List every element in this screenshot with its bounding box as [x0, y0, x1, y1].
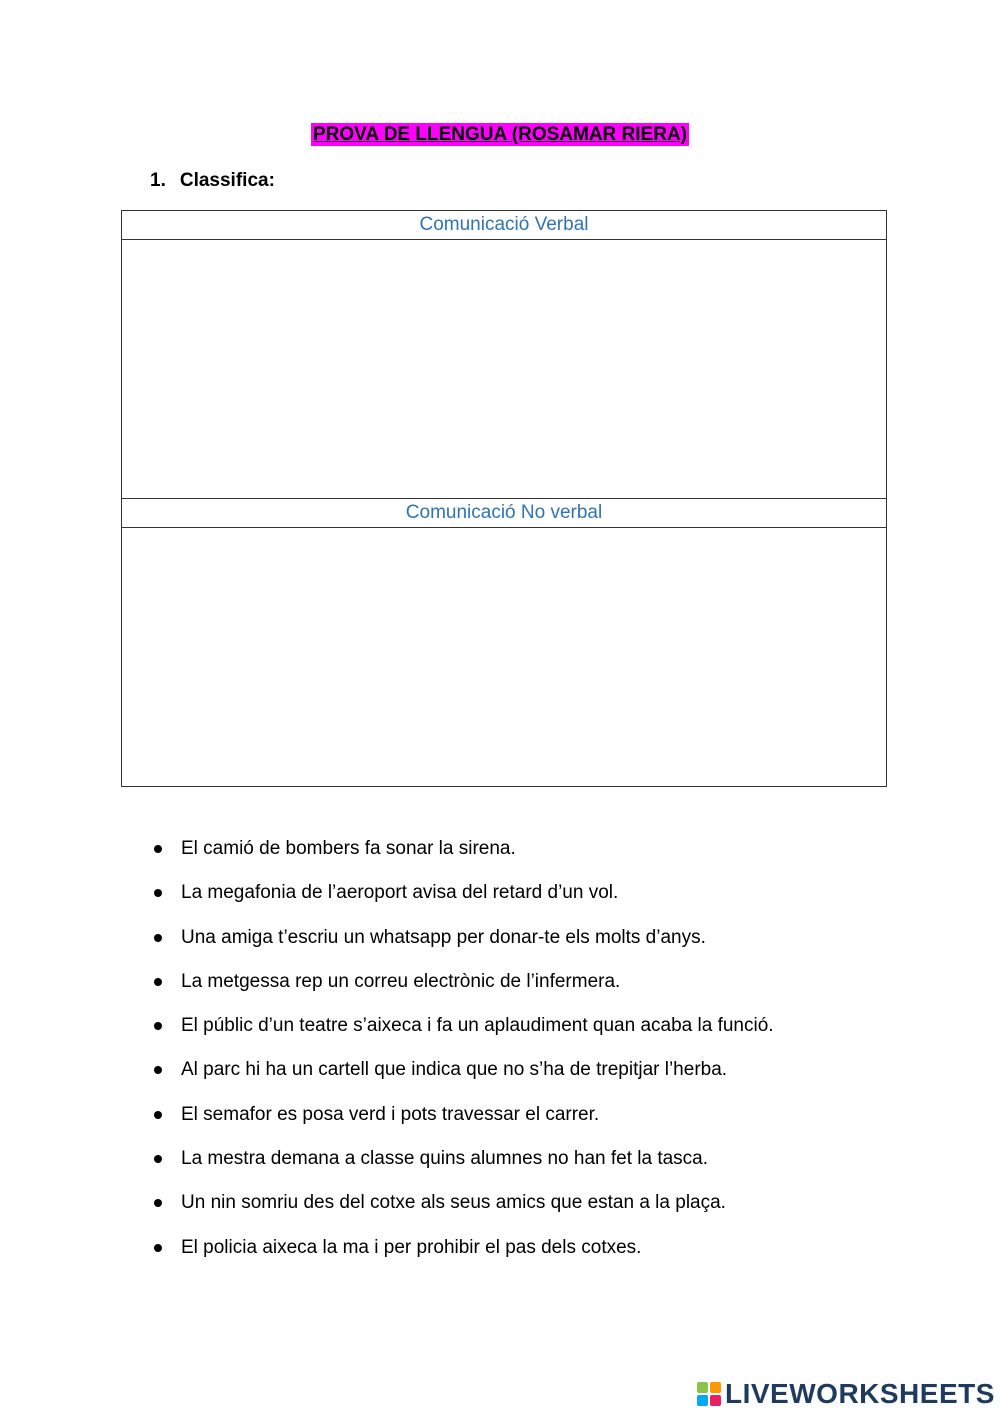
page-title: [0, 122, 1000, 148]
nonverbal-header: Comunicació No verbal: [122, 499, 886, 528]
bullet-icon: [154, 934, 162, 942]
list-item[interactable]: [150, 1100, 774, 1130]
list-item-text: Una amiga t’escriu un whatsapp per donar-te els molts d’anys.: [181, 926, 706, 948]
nonverbal-drop-area[interactable]: [122, 528, 886, 787]
list-item[interactable]: [150, 1011, 774, 1041]
logo-tile-icon: [710, 1382, 721, 1393]
list-item[interactable]: [150, 923, 774, 953]
logo-tile-icon: [697, 1395, 708, 1406]
list-item-text: El policia aixeca la ma i per prohibir el pas dels cotxes.: [181, 1236, 642, 1258]
list-item-text: El semafor es posa verd i pots travessar el carrer.: [181, 1103, 600, 1125]
verbal-header: Comunicació Verbal: [122, 211, 886, 240]
list-item-text: La metgessa rep un correu electrònic de l’infermera.: [181, 970, 621, 992]
question-number: 1.: [150, 170, 166, 191]
bullet-icon: [154, 978, 162, 986]
bullet-icon: [154, 1022, 162, 1030]
list-item[interactable]: [150, 1144, 774, 1174]
bullet-icon: [154, 1111, 162, 1119]
list-item-text: El públic d’un teatre s’aixeca i fa un aplaudiment quan acaba la funció.: [181, 1015, 774, 1037]
list-item[interactable]: [150, 1233, 774, 1263]
bullet-icon: [154, 889, 162, 897]
list-item[interactable]: [150, 878, 774, 908]
list-item-text: Un nin somriu des del cotxe als seus amics que estan a la plaça.: [181, 1192, 726, 1214]
logo-tile-icon: [697, 1382, 708, 1393]
bullet-icon: [154, 1244, 162, 1252]
title-text: PROVA DE LLENGUA (ROSAMAR RIERA): [312, 124, 688, 145]
bullet-icon: [154, 845, 162, 853]
list-item-text: La megafonia de l’aeroport avisa del retard d’un vol.: [181, 882, 619, 904]
list-item[interactable]: [150, 967, 774, 997]
list-item[interactable]: [150, 834, 774, 864]
liveworksheets-logo: [697, 1378, 995, 1410]
list-item-text: La mestra demana a classe quins alumnes no han fet la tasca.: [181, 1148, 709, 1170]
list-item[interactable]: [150, 1055, 774, 1085]
list-item-text: El camió de bombers fa sonar la sirena.: [181, 838, 516, 859]
logo-text: LIVEWORKSHEETS: [725, 1378, 995, 1409]
statement-list: [150, 834, 774, 1277]
logo-tile-icon: [710, 1395, 721, 1406]
bullet-icon: [154, 1155, 162, 1163]
list-item-text: Al parc hi ha un cartell que indica que no s’ha de trepitjar l’herba.: [181, 1059, 728, 1081]
question-label: Classifica:: [179, 170, 275, 191]
list-item[interactable]: [150, 1188, 774, 1218]
verbal-drop-area[interactable]: [122, 240, 886, 499]
logo-mark-icon: [697, 1382, 721, 1406]
bullet-icon: [154, 1066, 162, 1074]
bullet-icon: [154, 1199, 162, 1207]
classification-table: [121, 210, 887, 787]
question-heading: [150, 168, 275, 194]
